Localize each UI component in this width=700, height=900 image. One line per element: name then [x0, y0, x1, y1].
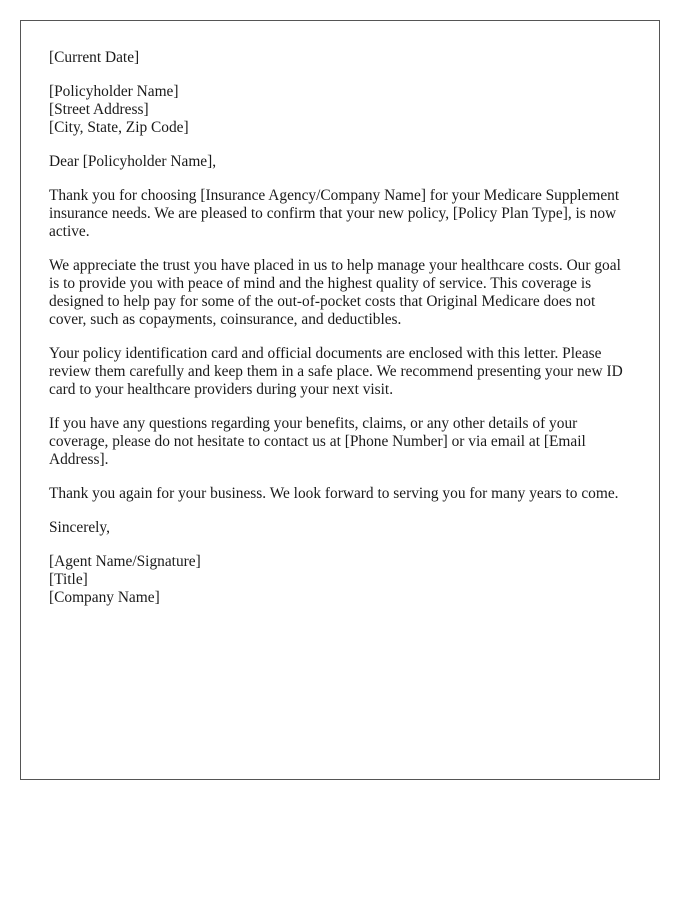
recipient-address-block [49, 83, 634, 137]
letter-date: [Current Date] [49, 49, 140, 66]
closing: Sincerely, [49, 519, 110, 536]
recipient-city-state-zip: [City, State, Zip Code] [49, 119, 189, 136]
salutation: Dear [Policyholder Name], [49, 153, 217, 170]
letter-body [49, 49, 634, 623]
body-paragraph: Thank you for choosing [Insurance Agency/Company Name] for your Medicare Supplement insurance needs. We are pleased to confirm that your new policy, [Policy Plan Type], is now active. [49, 187, 620, 240]
signature-agent: [Agent Name/Signature] [49, 553, 201, 570]
signature-block [49, 553, 634, 607]
signature-title: [Title] [49, 571, 88, 588]
body-paragraph: Thank you again for your business. We look forward to serving you for many years to come. [49, 485, 619, 502]
body-paragraph: We appreciate the trust you have placed in us to help manage your healthcare costs. Our goal is to provide you with peace of mind and the highest quality of service. This coverage is designed to help pay for some of the out-of-pocket costs that Original Medicare does not cover, such as copayments, coinsurance, and deductibles. [49, 257, 621, 328]
letter-page [20, 20, 660, 780]
recipient-name: [Policyholder Name] [49, 83, 179, 100]
recipient-street: [Street Address] [49, 101, 149, 118]
body-paragraph: If you have any questions regarding your benefits, claims, or any other details of your coverage, please do not hesitate to contact us at [Phone Number] or via email at [Email Address]. [49, 415, 586, 468]
body-paragraph: Your policy identification card and official documents are enclosed with this letter. Please review them carefully and keep them in a safe place. We recommend presenting your new ID card to your healthcare providers during your next visit. [49, 345, 623, 398]
signature-company: [Company Name] [49, 589, 160, 606]
